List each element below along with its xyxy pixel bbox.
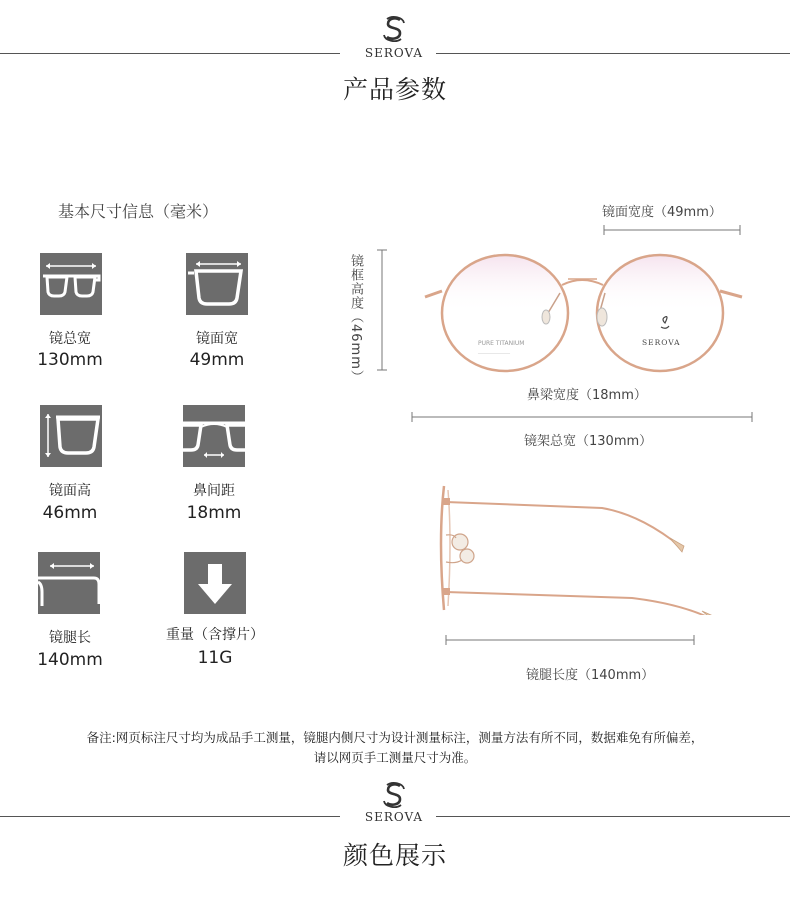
- spec-label-lens-width: 镜面宽: [196, 331, 238, 347]
- spec-icon-temple-length: [38, 552, 100, 614]
- spec-value-bridge-width: 18mm: [186, 503, 242, 523]
- footer-divider-left: [0, 816, 340, 817]
- note-line-1: 备注:网页标注尺寸均为成品手工测量，镜腿内侧尺寸为设计测量标注，测量方法有所不同，数据难免有所偏差，: [86, 730, 704, 745]
- spec-label-total-width: 镜总宽: [49, 331, 91, 347]
- brand-name-footer: SEROVA: [364, 810, 424, 824]
- spec-label-bridge-width: 鼻间距: [193, 483, 235, 499]
- serova-logo-icon: [379, 780, 409, 810]
- section-title-params: 产品参数: [342, 75, 447, 104]
- note-line-2: 请以网页手工测量尺寸为准。: [313, 750, 477, 765]
- dim-line-lens-width: [600, 222, 745, 238]
- spec-icon-lens-width: [186, 253, 248, 315]
- serova-logo-icon: [379, 14, 409, 44]
- spec-icon-total-width: [40, 253, 102, 315]
- header-divider-left: [0, 53, 340, 54]
- dim-label-lens-width: 镜面宽度（49mm）: [602, 205, 722, 220]
- spec-icon-bridge-width: [183, 405, 245, 467]
- dim-label-temple-length: 镜腿长度（140mm）: [526, 668, 655, 683]
- bridge-width-icon: [183, 405, 245, 467]
- dim-label-frame-height: 镜框高度（46mm）: [348, 254, 363, 384]
- brand-name: SEROVA: [364, 46, 424, 60]
- glasses-side-view: [432, 480, 727, 615]
- spec-label-temple-length: 镜腿长: [49, 630, 91, 646]
- glasses-front-view: [420, 245, 750, 380]
- temple-length-icon: [38, 552, 100, 614]
- weight-down-arrow-icon: [184, 552, 246, 614]
- dim-line-temple-length: [442, 632, 698, 648]
- spec-value-weight: 11G: [197, 648, 233, 668]
- lens-print-material: PURE TITANIUM: [478, 340, 525, 347]
- spec-icon-weight: [184, 552, 246, 614]
- footer-divider-right: [436, 816, 790, 817]
- dim-label-total-width: 镜架总宽（130mm）: [524, 434, 653, 449]
- glasses-total-width-icon: [40, 253, 102, 315]
- spec-value-temple-length: 140mm: [37, 650, 103, 670]
- lens-height-icon: [40, 405, 102, 467]
- dim-line-total-width: [408, 409, 756, 425]
- lens-width-icon: [186, 253, 248, 315]
- spec-icon-lens-height: [40, 405, 102, 467]
- spec-label-lens-height: 镜面高: [49, 483, 91, 499]
- dim-line-frame-height: [374, 248, 390, 373]
- svg-text:________________: ________________: [478, 349, 510, 354]
- spec-value-lens-height: 46mm: [42, 503, 98, 523]
- spec-label-weight: 重量（含撑片）: [166, 627, 264, 643]
- spec-value-lens-width: 49mm: [189, 350, 245, 370]
- header-divider-right: [436, 53, 790, 54]
- dim-label-bridge-width: 鼻梁宽度（18mm）: [527, 388, 647, 403]
- lens-print-brand: SEROVA: [642, 338, 681, 347]
- section-title-colors: 颜色展示: [342, 841, 447, 870]
- basic-size-title: 基本尺寸信息（毫米）: [58, 202, 219, 221]
- spec-value-total-width: 130mm: [37, 350, 103, 370]
